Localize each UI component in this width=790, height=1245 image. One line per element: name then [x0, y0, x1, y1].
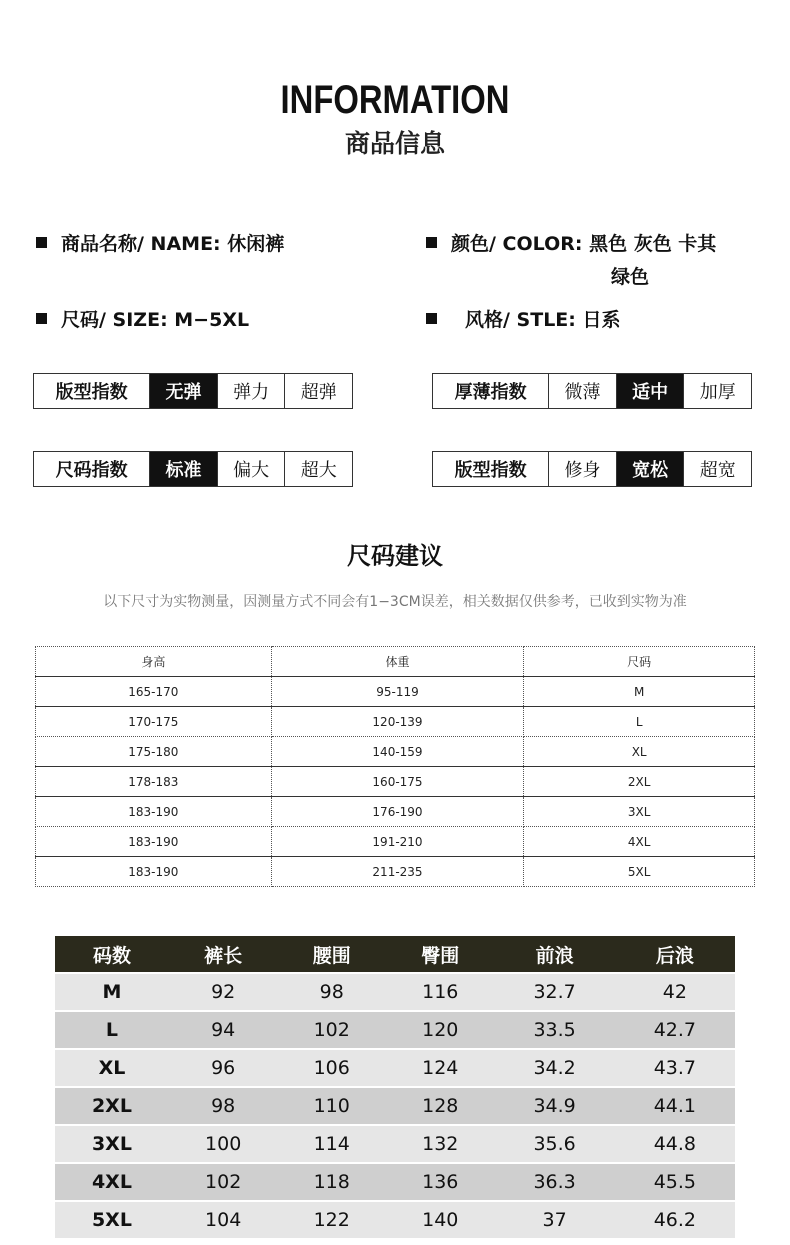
table-cell: 45.5 — [615, 1164, 735, 1200]
table-cell: 110 — [277, 1088, 386, 1124]
table-row — [36, 767, 755, 797]
table-row — [36, 677, 755, 707]
table-header-row — [36, 647, 755, 677]
table-row — [55, 1012, 735, 1048]
table-cell: 170-175 — [36, 707, 272, 737]
index-fit-width — [432, 451, 752, 487]
table-cell: 35.6 — [495, 1126, 615, 1162]
table-cell: 165-170 — [36, 677, 272, 707]
table-cell: 140-159 — [271, 737, 524, 767]
table-cell: 104 — [169, 1202, 278, 1238]
table-row — [55, 1088, 735, 1124]
table-cell: XL — [55, 1050, 169, 1086]
table-cell: 106 — [277, 1050, 386, 1086]
table-cell: 183-190 — [36, 797, 272, 827]
measurement-table — [55, 934, 735, 1240]
table-cell: 4XL — [55, 1164, 169, 1200]
index-option: 超大 — [284, 452, 352, 486]
table-header-cell: 尺码 — [524, 647, 755, 677]
info-size: 尺码/ SIZE: M−5XL — [36, 305, 249, 332]
table-cell: 44.8 — [615, 1126, 735, 1162]
table-header-cell: 臀围 — [386, 936, 495, 972]
table-cell: 36.3 — [495, 1164, 615, 1200]
info-color-second-line: 绿色 — [611, 266, 650, 288]
table-cell: 37 — [495, 1202, 615, 1238]
table-row — [36, 737, 755, 767]
table-cell: 175-180 — [36, 737, 272, 767]
table-cell: 100 — [169, 1126, 278, 1162]
table-cell: 5XL — [55, 1202, 169, 1238]
table-header-cell: 前浪 — [495, 936, 615, 972]
table-cell: 34.2 — [495, 1050, 615, 1086]
index-option: 偏大 — [217, 452, 285, 486]
table-cell: M — [55, 974, 169, 1010]
table-cell: 98 — [277, 974, 386, 1010]
table-cell: M — [524, 677, 755, 707]
table-cell: 102 — [169, 1164, 278, 1200]
index-option: 修身 — [548, 452, 616, 486]
table-cell: 3XL — [55, 1126, 169, 1162]
table-cell: 191-210 — [271, 827, 524, 857]
table-cell: 92 — [169, 974, 278, 1010]
table-cell: 124 — [386, 1050, 495, 1086]
table-cell: 128 — [386, 1088, 495, 1124]
index-option: 加厚 — [683, 374, 751, 408]
table-cell: 120 — [386, 1012, 495, 1048]
table-cell: 178-183 — [36, 767, 272, 797]
table-cell: 2XL — [55, 1088, 169, 1124]
index-label: 版型指数 — [55, 382, 128, 403]
index-option: 宽松 — [616, 452, 684, 486]
table-header-cell: 腰围 — [277, 936, 386, 972]
table-cell: 176-190 — [271, 797, 524, 827]
bullet-square-icon — [426, 237, 437, 248]
table-cell: 183-190 — [36, 857, 272, 887]
table-row — [55, 1126, 735, 1162]
index-option: 超弹 — [284, 374, 352, 408]
table-header-cell: 体重 — [271, 647, 524, 677]
table-cell: 102 — [277, 1012, 386, 1048]
table-cell: L — [55, 1012, 169, 1048]
info-name: 商品名称/ NAME: 休闲裤 — [36, 229, 284, 256]
index-label: 尺码指数 — [55, 460, 128, 481]
table-cell: 120-139 — [271, 707, 524, 737]
table-cell: 34.9 — [495, 1088, 615, 1124]
table-cell: 114 — [277, 1126, 386, 1162]
index-fit-elastic — [33, 373, 353, 409]
table-cell: 43.7 — [615, 1050, 735, 1086]
table-cell: 136 — [386, 1164, 495, 1200]
table-cell: 140 — [386, 1202, 495, 1238]
table-cell: 32.7 — [495, 974, 615, 1010]
table-row — [55, 1050, 735, 1086]
title-cn: 商品信息 — [344, 129, 445, 158]
table-cell: 4XL — [524, 827, 755, 857]
table-cell: 2XL — [524, 767, 755, 797]
bullet-square-icon — [426, 313, 437, 324]
index-option: 微薄 — [548, 374, 616, 408]
table-cell: 96 — [169, 1050, 278, 1086]
table-cell: 122 — [277, 1202, 386, 1238]
table-row — [36, 797, 755, 827]
table-cell: L — [524, 707, 755, 737]
table-cell: 46.2 — [615, 1202, 735, 1238]
index-option: 超宽 — [683, 452, 751, 486]
table-row — [36, 707, 755, 737]
index-size — [33, 451, 353, 487]
table-header-cell: 码数 — [55, 936, 169, 972]
table-header-cell: 身高 — [36, 647, 272, 677]
table-cell: 3XL — [524, 797, 755, 827]
table-header-cell: 后浪 — [615, 936, 735, 972]
table-cell: 42 — [615, 974, 735, 1010]
info-style: 风格/ STLE: 日系 — [426, 305, 621, 332]
table-cell: 5XL — [524, 857, 755, 887]
table-cell: 183-190 — [36, 827, 272, 857]
table-cell: 42.7 — [615, 1012, 735, 1048]
advice-title: 尺码建议 — [347, 542, 443, 570]
bullet-square-icon — [36, 313, 47, 324]
table-header-row — [55, 936, 735, 972]
size-advice-table — [35, 646, 755, 887]
table-row — [55, 1164, 735, 1200]
title-en: INFORMATION — [280, 78, 510, 122]
table-row — [36, 827, 755, 857]
table-cell: XL — [524, 737, 755, 767]
index-option: 标准 — [149, 452, 217, 486]
table-cell: 94 — [169, 1012, 278, 1048]
table-cell: 44.1 — [615, 1088, 735, 1124]
info-color: 颜色/ COLOR: 黑色 灰色 卡其 绿色 — [426, 229, 716, 289]
table-cell: 160-175 — [271, 767, 524, 797]
table-cell: 98 — [169, 1088, 278, 1124]
table-cell: 132 — [386, 1126, 495, 1162]
table-cell: 118 — [277, 1164, 386, 1200]
bullet-square-icon — [36, 237, 47, 248]
table-cell: 33.5 — [495, 1012, 615, 1048]
table-row — [55, 1202, 735, 1238]
table-cell: 95-119 — [271, 677, 524, 707]
index-label: 厚薄指数 — [454, 382, 527, 403]
index-thickness — [432, 373, 752, 409]
index-option: 弹力 — [217, 374, 285, 408]
table-cell: 211-235 — [271, 857, 524, 887]
index-label: 版型指数 — [454, 460, 527, 481]
table-row — [36, 857, 755, 887]
index-option: 适中 — [616, 374, 684, 408]
table-row — [55, 974, 735, 1010]
table-header-cell: 裤长 — [169, 936, 278, 972]
index-option: 无弹 — [149, 374, 217, 408]
table-cell: 116 — [386, 974, 495, 1010]
advice-note: 以下尺寸为实物测量，因测量方式不同会有1−3CM误差，相关数据仅供参考，已收到实物为准 — [103, 594, 687, 610]
